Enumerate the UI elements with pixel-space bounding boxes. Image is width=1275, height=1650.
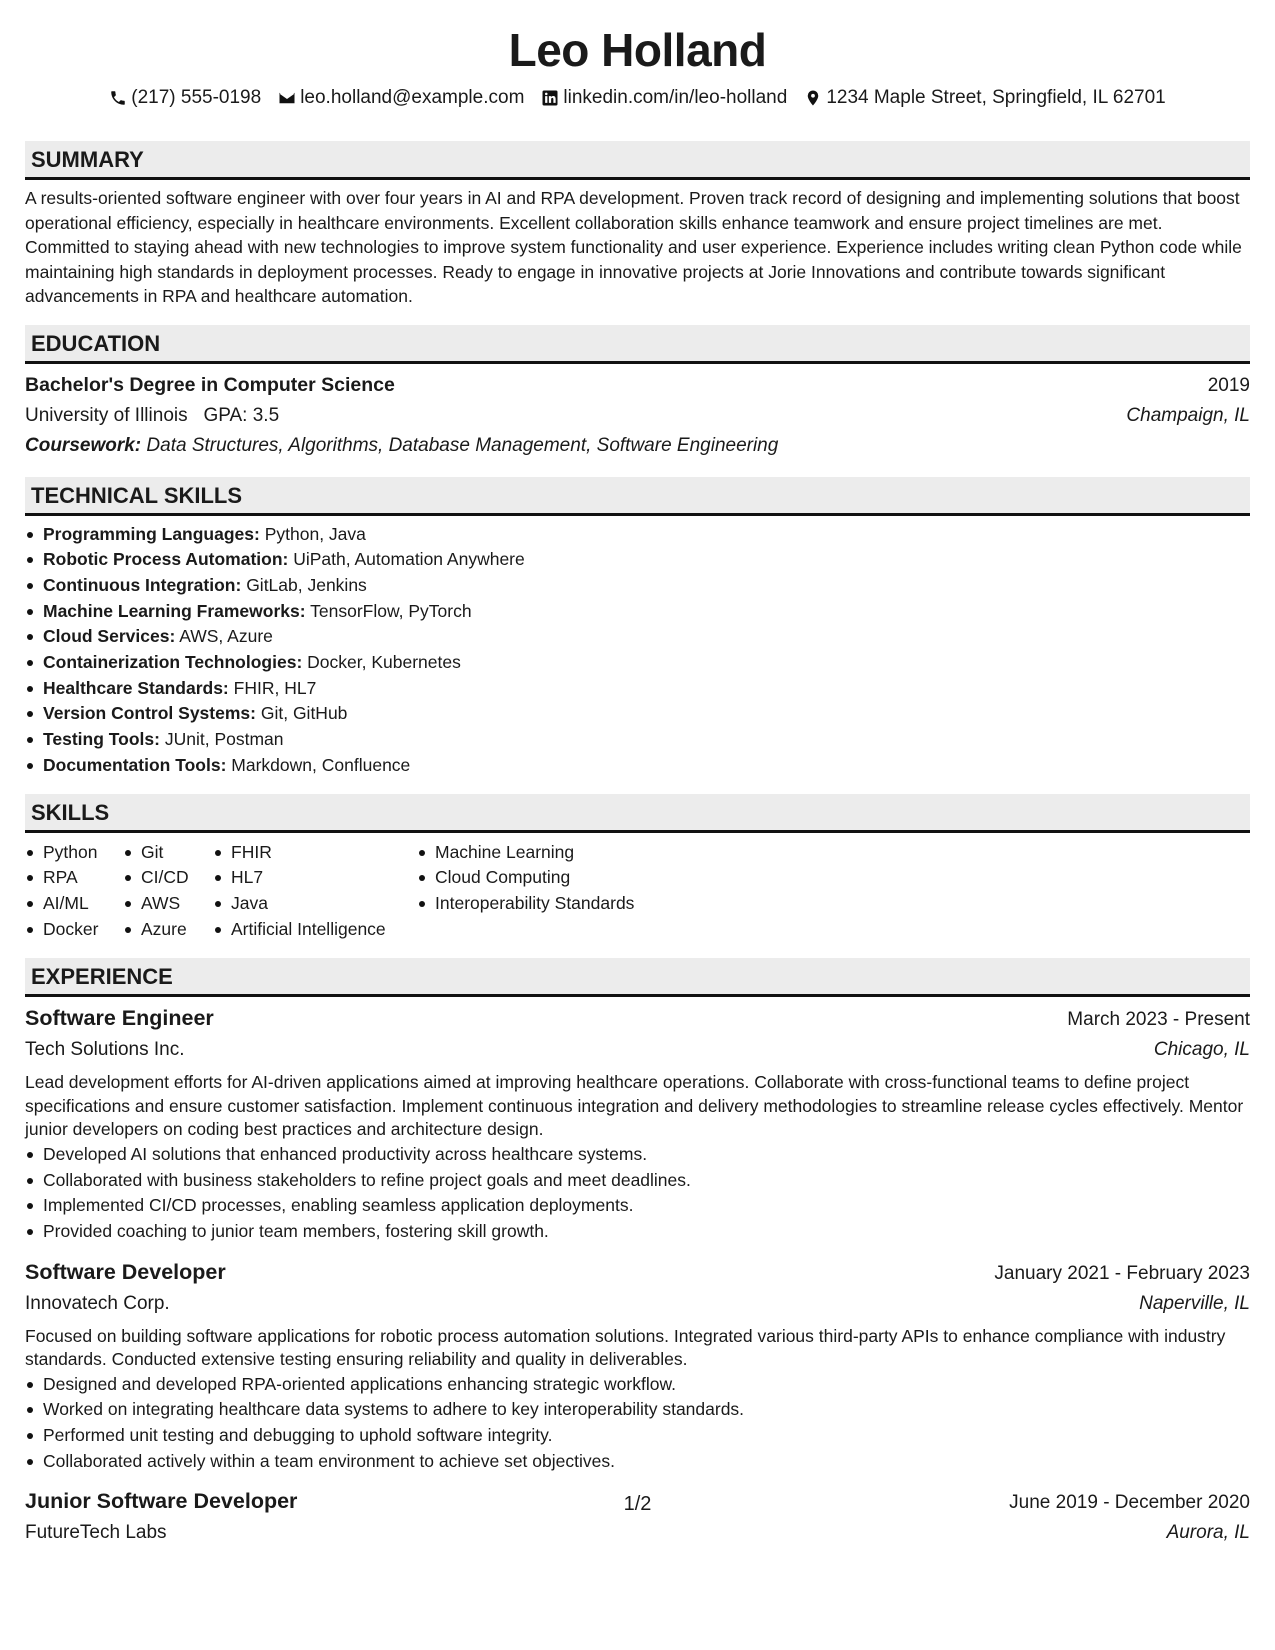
skill-value: FHIR, HL7 [233,677,317,698]
skill-label: Containerization Technologies: [43,652,303,673]
skill-value: GitLab, Jenkins [246,574,367,595]
job-dates: March 2023 - Present [1067,1009,1250,1031]
list-item [43,753,1250,779]
job-company: FutureTech Labs [25,1522,167,1544]
job-company-row [25,1518,1250,1548]
job-title: Software Engineer [25,1006,214,1031]
technical-skills-heading: TECHNICAL SKILLS [25,477,1250,516]
list-item: Artificial Intelligence [231,917,417,943]
list-item: Worked on integrating healthcare data systems to adhere to key interoperability standards. [43,1397,1250,1423]
linkedin-text[interactable]: linkedin.com/in/leo-holland [563,87,788,108]
list-item: Designed and developed RPA-oriented applications enhancing strategic workflow. [43,1372,1250,1398]
candidate-name: Leo Holland [508,24,767,76]
experience-heading: EXPERIENCE [25,958,1250,997]
skill-value: UiPath, Automation Anywhere [293,549,525,570]
skills-heading: SKILLS [25,794,1250,833]
list-item [43,573,1250,599]
job-dates: January 2021 - February 2023 [994,1262,1250,1284]
skill-label: Version Control Systems: [43,703,256,724]
job-bullets [25,1142,1250,1245]
job-company-row [25,1035,1250,1065]
resume-page [25,0,1250,1548]
phone-icon [109,89,127,107]
list-item: RPA [43,865,123,891]
job-location: Naperville, IL [1139,1292,1250,1314]
list-item: Collaborated actively within a team environment to achieve set objectives. [43,1449,1250,1475]
education-school-row [25,401,1250,431]
list-item: Git [141,840,213,866]
list-item [43,727,1250,753]
skill-label: Machine Learning Frameworks: [43,600,306,621]
job-dates: June 2019 - December 2020 [1009,1492,1250,1514]
list-item: HL7 [231,865,417,891]
school-name: University of Illinois [25,404,188,426]
coursework-list: Data Structures, Algorithms, Database Management, Software Engineering [146,434,779,456]
job-description: Lead development efforts for AI-driven applications aimed at improving healthcare operations. Collaborate with cross-functional teams to define project specifications and ensure customer satisfaction. Implement continuous integration and delivery methodologies to streamline release cycles effectively. Mentor junior developers on coding best practices and architecture design. [25,1072,1244,1140]
graduation-year: 2019 [1207,374,1250,396]
skill-value: Python, Java [264,523,366,544]
list-item: Interoperability Standards [435,891,717,917]
contact-bar [25,84,1250,112]
list-item: Machine Learning [435,840,717,866]
list-item: Implemented CI/CD processes, enabling seamless application deployments. [43,1193,1250,1219]
skill-value: TensorFlow, PyTorch [310,600,472,621]
summary-heading: SUMMARY [25,141,1250,180]
list-item: Developed AI solutions that enhanced productivity across healthcare systems. [43,1142,1250,1168]
skill-value: Docker, Kubernetes [307,652,461,673]
list-item: Docker [43,917,123,943]
skills-column [417,840,717,943]
list-item: CI/CD [141,865,213,891]
coursework-label: Coursework: [25,434,142,456]
list-item: Cloud Computing [435,865,717,891]
list-item: FHIR [231,840,417,866]
list-item [43,522,1250,548]
list-item: Performed unit testing and debugging to uphold software integrity. [43,1423,1250,1449]
skill-label: Healthcare Standards: [43,677,229,698]
job-entry [25,1257,1250,1475]
skill-label: Testing Tools: [43,729,160,750]
coursework-line [25,431,1250,461]
education-heading: EDUCATION [25,325,1250,364]
experience-section [25,958,1250,1548]
skill-value: Markdown, Confluence [231,754,411,775]
envelope-icon [278,89,296,107]
skill-label: Robotic Process Automation: [43,549,289,570]
address-text: 1234 Maple Street, Springfield, IL 62701 [826,87,1166,108]
skills-section [25,794,1250,943]
list-item [43,676,1250,702]
technical-skills-section [25,477,1250,779]
list-item: Collaborated with business stakeholders to refine project goals and meet deadlines. [43,1168,1250,1194]
linkedin-icon [541,89,559,107]
list-item: Provided coaching to junior team members, fostering skill growth. [43,1219,1250,1245]
school-info [25,401,279,431]
job-location: Aurora, IL [1166,1522,1250,1544]
list-item [43,650,1250,676]
job-company: Innovatech Corp. [25,1292,170,1314]
degree-name: Bachelor's Degree in Computer Science [25,373,395,396]
skill-label: Cloud Services: [43,626,176,647]
job-title-row [25,1003,1250,1035]
summary-text: A results-oriented software engineer with over four years in AI and RPA development. Proven track record of designing and implementing solutions that boost operational efficiency, especially in healthcare environments. Excellent collaboration skills enhance teamwork and ensure project timelines are met. Committed to staying ahead with new technologies to improve system functionality and user experience. Experience includes writing clean Python code while maintaining high standards in deployment processes. Ready to engage in innovative projects at Jorie Innovations and contribute towards significant advancements in RPA and healthcare automation. [25,188,1242,306]
contact-phone [109,87,261,109]
phone-text: (217) 555-0198 [131,87,262,108]
list-item: Python [43,840,123,866]
skills-column [25,840,123,943]
skills-column [213,840,417,943]
page-number: 1/2 [623,1493,652,1515]
skill-label: Continuous Integration: [43,574,242,595]
technical-skills-list [25,522,1250,779]
job-company-row [25,1289,1250,1319]
education-section [25,325,1250,461]
list-item [43,599,1250,625]
education-degree-row [25,370,1250,401]
skill-label: Programming Languages: [43,523,260,544]
job-description: Focused on building software applications for robotic process automation solutions. Integrated various third-party APIs to enhance compliance with industry standards. Conducted extensive testing ensuring reliability and quality in deliverables. [25,1325,1226,1370]
job-bullets [25,1372,1250,1475]
list-item: Java [231,891,417,917]
list-item [43,701,1250,727]
job-entry [25,1003,1250,1244]
list-item [43,624,1250,650]
contact-address [804,87,1165,109]
map-pin-icon [804,89,822,107]
job-company: Tech Solutions Inc. [25,1039,185,1061]
job-location: Chicago, IL [1153,1039,1250,1061]
list-item [43,547,1250,573]
school-location: Champaign, IL [1126,404,1250,426]
job-title-row [25,1257,1250,1289]
skill-value: AWS, Azure [179,626,273,647]
skill-value: Git, GitHub [260,703,348,724]
gpa: GPA: 3.5 [203,404,280,426]
skill-label: Documentation Tools: [43,754,227,775]
skills-column [123,840,213,943]
job-title: Software Developer [25,1259,226,1284]
summary-section [25,141,1250,309]
list-item: AI/ML [43,891,123,917]
contact-email[interactable] [278,87,524,109]
list-item: Azure [141,917,213,943]
contact-linkedin[interactable] [541,87,787,109]
job-title: Junior Software Developer [25,1489,298,1514]
list-item: AWS [141,891,213,917]
email-text[interactable]: leo.holland@example.com [300,87,525,108]
skills-grid [25,840,1250,943]
skill-value: JUnit, Postman [164,729,284,750]
